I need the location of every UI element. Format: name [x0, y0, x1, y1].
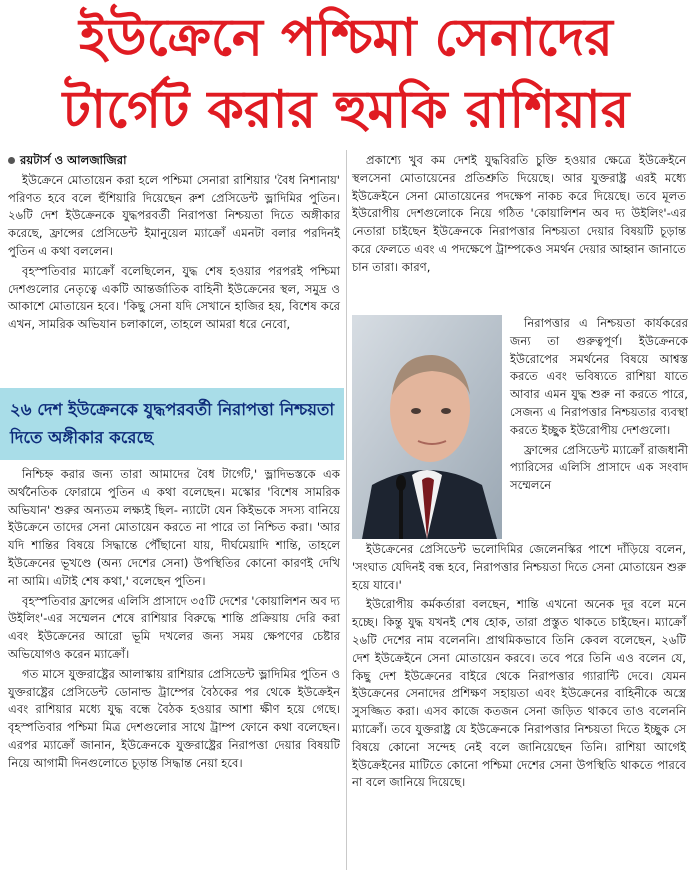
- paragraph: বৃহস্পতিবার ফ্রান্সের এলিসি প্রাসাদে ৩৫টি দেশের 'কোয়ালিশন অব দ্য উইলিং'-এর সম্মেলন শেষে রাশিয়ার বিরুদ্ধে শান্তি প্রক্রিয়ায় দেরি করা এবং ইউক্রেনের আরো ভূমি দখলের জন্য সময় ক্ষেপণের চেষ্টার অভিযোগও করেন ম্যাক্রোঁ।: [8, 593, 340, 661]
- byline-bullet-icon: [8, 157, 15, 164]
- paragraph: বৃহস্পতিবার ম্যাক্রোঁ বলেছিলেন, যুদ্ধ শেষ হওয়ার পরপরই পশ্চিমা দেশগুলোর নেতৃত্বে একটি আন্তর্জাতিক বাহিনী ইউক্রেনের স্থল, সমুদ্র ও আকাশে মোতায়েন হবে। 'কিছু সেনা যদি সেখানে হাজির হয়, বিশেষ করে এখন, সামরিক অভিযান চলাকালে, তাহলে আমরা ধরে নেবো,: [8, 263, 340, 332]
- portrait-illustration: [352, 315, 502, 539]
- right-column-top: [352, 152, 686, 279]
- putin-photo: [352, 315, 502, 539]
- headline-line-2: টার্গেট করার হুমকি রাশিয়ার: [62, 80, 630, 140]
- paragraph: নিরাপত্তার এ নিশ্চয়তা কার্যকরের জন্য তা গুরুত্বপূর্ণ। ইউক্রেনকে ইউরোপের সমর্থনের বিষয়ে আশ্বস্ত করতে এবং ভবিষ্যতে রাশিয়া যাতে আবার এমন যুদ্ধ শুরু না করতে পারে, সেজন্য এ নিরাপত্তার নিশ্চয়তার ব্যবস্থা করতে ইচ্ছুক ইউরোপীয় দেশগুলো।: [510, 316, 688, 437]
- paragraph: ইউক্রেনে মোতায়েন করা হলে পশ্চিমা সেনারা রাশিয়ার 'বৈধ নিশানায়' পরিণত হবে বলে হুঁশিয়ারি দিয়েছেন রুশ প্রেসিডেন্ট ভ্লাদিমির পুতিন। ২৬টি দেশ ইউক্রেনকে যুদ্ধপরবর্তী নিরাপত্তা নিশ্চয়তা দিতে অঙ্গীকার করেছে, ফ্রান্সের প্রেসিডেন্ট ইমানুয়েল ম্যাক্রোঁ এমনটা বলার পরদিনই পুতিন এ কথা বললেন।: [8, 172, 340, 258]
- pull-quote: ২৬ দেশ ইউক্রেনকে যুদ্ধপরবর্তী নিরাপত্তা নিশ্চয়তা দিতে অঙ্গীকার করেছে: [0, 388, 344, 460]
- paragraph: প্রকাশ্যে খুব কম দেশই যুদ্ধবিরতি চুক্তি হওয়ার ক্ষেত্রে ইউক্রেইনে স্থলসেনা মোতায়েনের প্রতিশ্রুতি দিয়েছে। আর যুক্তরাষ্ট্র এরই মধ্যে ইউক্রেইনে সেনা মোতায়েনের পদক্ষেপ নাকচ করে দিয়েছে। তবে মূলত ইউরোপীয় দেশগুলোকে নিয়ে গঠিত 'কোয়ালিশন অব দ্য উইলিং'-এর নেতারা চাইছেন ইউক্রেনকে নিরাপত্তার নিশ্চয়তা দেয়ার বিষয়টি চূড়ান্ত করে ফেলতে এবং এ পদক্ষেপে ট্রাম্পকেও সমর্থন দেয়ার আহ্বান জানাতে চান তারা। কারণ,: [352, 153, 686, 274]
- right-column-bottom: [352, 541, 686, 794]
- paragraph: ইউক্রেনের প্রেসিডেন্ট ভলোদিমির জেলেনস্কির পাশে দাঁড়িয়ে বলেন, 'সংঘাত যেদিনই বন্ধ হবে, নিরাপত্তার নিশ্চয়তা দিতে সেনা মোতায়েন শুরু হয়ে যাবে।': [352, 542, 686, 592]
- right-column-narrow: [510, 315, 688, 497]
- byline-text: রয়টার্স ও আলজাজিরা: [20, 153, 127, 167]
- left-column-top: [8, 152, 340, 336]
- left-column-bottom: [8, 466, 340, 775]
- paragraph: ইউরোপীয় কর্মকর্তারা বলছেন, শান্তি এখনো অনেক দূর বলে মনে হচ্ছে। কিন্তু যুদ্ধ যখনই শেষ হোক, তারা প্রস্তুত থাকতে চাইছেন। ম্যাক্রোঁ ২৬টি দেশের নাম বলেননি। প্রাথমিকভাবে তিনি কেবল বলেছেন, ২৬টি দেশ ইউক্রেইনে সেনা মোতায়েন করবে। তবে পরে তিনি এও বলেন যে, কিছু দেশ ইউক্রেনের বাইরে থেকে নিরাপত্তার গ্যারান্টি দেবে। যেমন ইউক্রেনের সেনাদের প্রশিক্ষণ সহায়তা এবং ইউক্রেনের বাহিনীকে অস্ত্রে সুসজ্জিত করা। এসব কাজে কতজন সেনা জড়িত থাকবে তাও বলেননি ম্যাক্রোঁ। তবে যুক্তরাষ্ট্র যে ইউক্রেনকে নিরাপত্তার নিশ্চয়তা দিতে ইচ্ছুক সে বিষয়ে কোনো সন্দেহ নেই বলে জানিয়েছেন তিনি। রাশিয়া আগেই ইউক্রেইনের মাটিতে কোনো পশ্চিমা দেশের সেনা উপস্থিতি থাকতে পারবে না বলে জানিয়ে দিয়েছে।: [352, 597, 686, 790]
- headline-line-1: ইউক্রেনে পশ্চিমা সেনাদের: [79, 8, 613, 68]
- paragraph: নিশ্চিহ্ন করার জন্য তারা আমাদের বৈধ টার্গেট,' ভ্লাদিভস্তকে এক অর্থনৈতিক ফোরামে পুতিন এ কথা বলেছেন। মস্কোর 'বিশেষ সামরিক অভিযান' শুরুর অন্যতম লক্ষ্যই ছিল- ন্যাটো যেন কিইভকে সদস্য বানিয়ে ইউক্রেনে তাদের সেনা মোতায়েন করতে না পারে তা নিশ্চিত করা। 'আর যদি শান্তির বিষয়ে সিদ্ধান্তে পৌঁছানো যায়, দীর্ঘমেয়াদি শান্তি, তাহলে ইউক্রেনের ভূখণ্ডে (অন্য দেশের সেনা) উপস্থিতির কোনো কারণই দেখি না আমি। এটাই শেষ কথা,' বলেছেন পুতিন।: [8, 467, 340, 588]
- byline: [8, 152, 340, 170]
- paragraph: গত মাসে যুক্তরাষ্ট্রের আলাস্কায় রাশিয়ার প্রেসিডেন্ট ভ্লাদিমির পুতিন ও যুক্তরাষ্ট্রের প্রেসিডেন্ট ডোনাল্ড ট্রাম্পের বৈঠকের পর থেকে ইউক্রেইন এবং রাশিয়ার মধ্যে যুদ্ধ বন্ধে বৈঠক হওয়ার আশা ক্ষীণ হয়ে গেছে। বৃহস্পতিবার পশ্চিমা মিত্র দেশগুলোর সাথে ট্রাম্প ফোনে কথা বলেছেন। এরপর ম্যাক্রোঁ জানান, ইউক্রেনকে যুক্তরাষ্ট্রের নিরাপত্তা দেয়ার বিষয়টি নিয়ে আগামী দিনগুলোতে চূড়ান্ত সিদ্ধান্ত নেয়া হবে।: [8, 666, 340, 770]
- paragraph: ফ্রান্সের প্রেসিডেন্ট ম্যাক্রোঁ রাজধানী প্যারিসের এলিসি প্রাসাদে এক সংবাদ সম্মেলনে: [510, 442, 688, 493]
- column-divider: [346, 150, 347, 870]
